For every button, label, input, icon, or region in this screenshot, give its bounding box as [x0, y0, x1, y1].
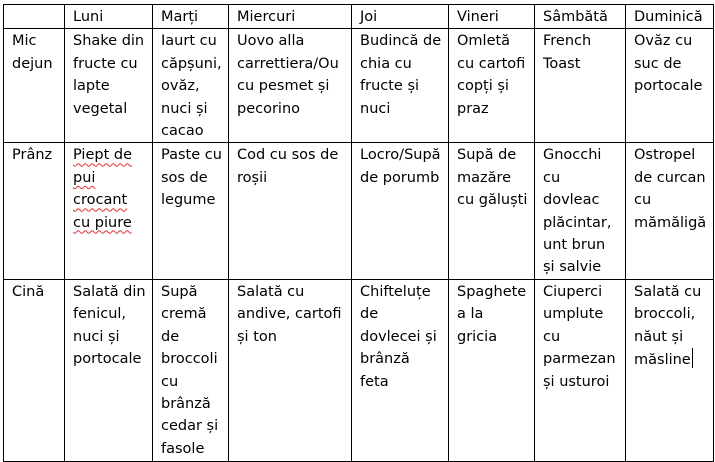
table-cell[interactable]: Paste cu sos de legume — [153, 143, 229, 279]
table-cell[interactable]: Cod cu sos de roșii — [229, 143, 352, 279]
table-cell[interactable]: French Toast — [535, 29, 626, 143]
text-cursor — [692, 348, 693, 368]
day-header-vineri[interactable]: Vineri — [449, 5, 535, 29]
table-row-lunch — [4, 143, 714, 279]
table-cell[interactable]: Iaurt cu căpșuni, ovăz, nuci și cacao — [153, 29, 229, 143]
corner-cell[interactable] — [4, 5, 65, 29]
table-cell[interactable]: Supă de mazăre cu găluști — [449, 143, 535, 279]
header-row — [4, 5, 714, 29]
day-header-marti[interactable]: Marți — [153, 5, 229, 29]
table-cell[interactable]: Uovo alla carrettiera/Ou cu pesmet și pecorino — [229, 29, 352, 143]
table-cell[interactable]: Supă cremă de broccoli cu brânză cedar și fasole — [153, 279, 229, 461]
day-header-duminica[interactable]: Duminică — [626, 5, 714, 29]
table-cell[interactable]: Ciuperci umplute cu parmezan și usturoi — [535, 279, 626, 461]
day-header-sambata[interactable]: Sâmbătă — [535, 5, 626, 29]
day-header-luni[interactable]: Luni — [65, 5, 153, 29]
table-cell[interactable]: Locro/Supă de porumb — [352, 143, 449, 279]
table-cell[interactable]: Salată din fenicul, nuci și portocale — [65, 279, 153, 461]
cell-text: Salată cu broccoli, năut și măsline — [634, 283, 702, 369]
table-cell[interactable]: Omletă cu cartofi copți și praz — [449, 29, 535, 143]
table-cell[interactable]: Ostropel de curcan cu mămăligă — [626, 143, 714, 279]
meal-label-breakfast[interactable]: Mic dejun — [4, 29, 65, 143]
day-header-miercuri[interactable]: Miercuri — [229, 5, 352, 29]
table-cell[interactable]: Ovăz cu suc de portocale — [626, 29, 714, 143]
meal-label-lunch[interactable]: Prânz — [4, 143, 65, 279]
meal-label-dinner[interactable]: Cină — [4, 279, 65, 461]
table-cell[interactable]: Gnocchi cu dovleac plăcintar, unt brun și salvie — [535, 143, 626, 279]
meal-plan-table — [3, 4, 714, 462]
table-cell-spellcheck[interactable]: Piept de pui crocant cu piure — [65, 143, 153, 279]
table-cell[interactable]: Chifteluțe de dovlecei și brânză feta — [352, 279, 449, 461]
table-cell[interactable]: Budincă de chia cu fructe și nuci — [352, 29, 449, 143]
table-cell[interactable]: Salată cu andive, cartofi și ton — [229, 279, 352, 461]
day-header-joi[interactable]: Joi — [352, 5, 449, 29]
table-row-dinner — [4, 279, 714, 461]
table-row-breakfast — [4, 29, 714, 143]
table-cell-active[interactable] — [626, 279, 714, 461]
table-cell[interactable]: Shake din fructe cu lapte vegetal — [65, 29, 153, 143]
table-cell[interactable]: Spaghete a la gricia — [449, 279, 535, 461]
